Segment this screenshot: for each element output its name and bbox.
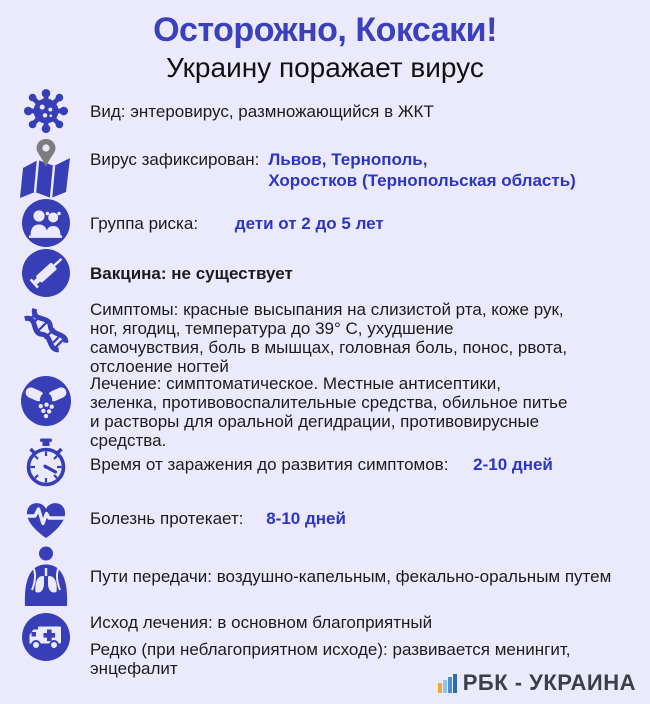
virus-icon <box>18 88 74 134</box>
row-text: Вид: энтеровирус, размножающийся в ЖКТ <box>90 101 434 121</box>
page-subtitle: Украину поражает вирус <box>166 52 484 83</box>
row-locations <box>18 137 650 197</box>
row-treatment <box>18 374 650 450</box>
row-label: Время от заражения до развития симптомов: <box>90 454 449 474</box>
row-text <box>90 455 553 474</box>
row-label: Группа риска: <box>90 213 199 233</box>
ambulance-icon <box>18 613 74 661</box>
info-rows <box>0 88 650 678</box>
row-values <box>268 149 576 191</box>
row-label: Вирус зафиксирован: <box>90 150 260 169</box>
row-risk-group <box>18 199 650 247</box>
map-pin-icon <box>18 137 74 199</box>
row-outcome <box>18 613 650 678</box>
location-line-1: Львов, Тернополь, <box>268 150 428 169</box>
row-symptoms <box>18 300 650 376</box>
row-vaccine <box>18 249 650 297</box>
page-title: Осторожно, Коксаки! <box>153 11 497 49</box>
location-line-2: Хоростков (Тернопольская область) <box>268 171 576 190</box>
dna-icon <box>18 301 74 359</box>
row-text: Симптомы: красные высыпания на слизистой рта, коже рук, ног, ягодиц, температура до 39° С, ухудшение самочувствия, боль в мышцах, головная боль, понос, рвота, отслоение ногтей <box>90 300 568 376</box>
row-text <box>90 214 384 233</box>
person-lungs-icon <box>18 546 74 606</box>
row-label: Болезнь протекает: <box>90 508 244 528</box>
stopwatch-icon <box>18 436 74 492</box>
row-text: Лечение: симптоматическое. Местные антисептики, зеленка, противовоспалительные средства, обильное питье и растворы для оральной дегидрации, противовирусные средства. <box>90 374 568 450</box>
row-value: 2-10 дней <box>473 454 553 474</box>
row-text <box>90 149 576 191</box>
row-value: дети от 2 до 5 лет <box>234 213 384 233</box>
row-transmission <box>18 546 650 606</box>
children-icon <box>18 199 74 247</box>
outcome-line-2: Редко (при неблагоприятном исходе): развивается менингит, энцефалит <box>90 640 571 678</box>
rbc-ukraine-logo <box>438 670 636 696</box>
row-duration <box>18 495 650 541</box>
pills-icon <box>18 376 74 426</box>
row-text: Вакцина: не существует <box>90 263 293 283</box>
row-text: Пути передачи: воздушно-капельным, фекально-оральным путем <box>90 566 612 586</box>
outcome-line-1: Исход лечения: в основном благоприятный <box>90 613 433 632</box>
heart-pulse-icon <box>18 496 74 540</box>
row-text <box>90 613 650 678</box>
row-text <box>90 509 346 528</box>
logo-text: РБК - УКРАИНА <box>462 670 636 695</box>
row-value: 8-10 дней <box>266 508 346 528</box>
bar-chart-icon <box>438 673 458 693</box>
row-virus-type <box>18 88 650 134</box>
syringe-icon <box>18 249 74 297</box>
